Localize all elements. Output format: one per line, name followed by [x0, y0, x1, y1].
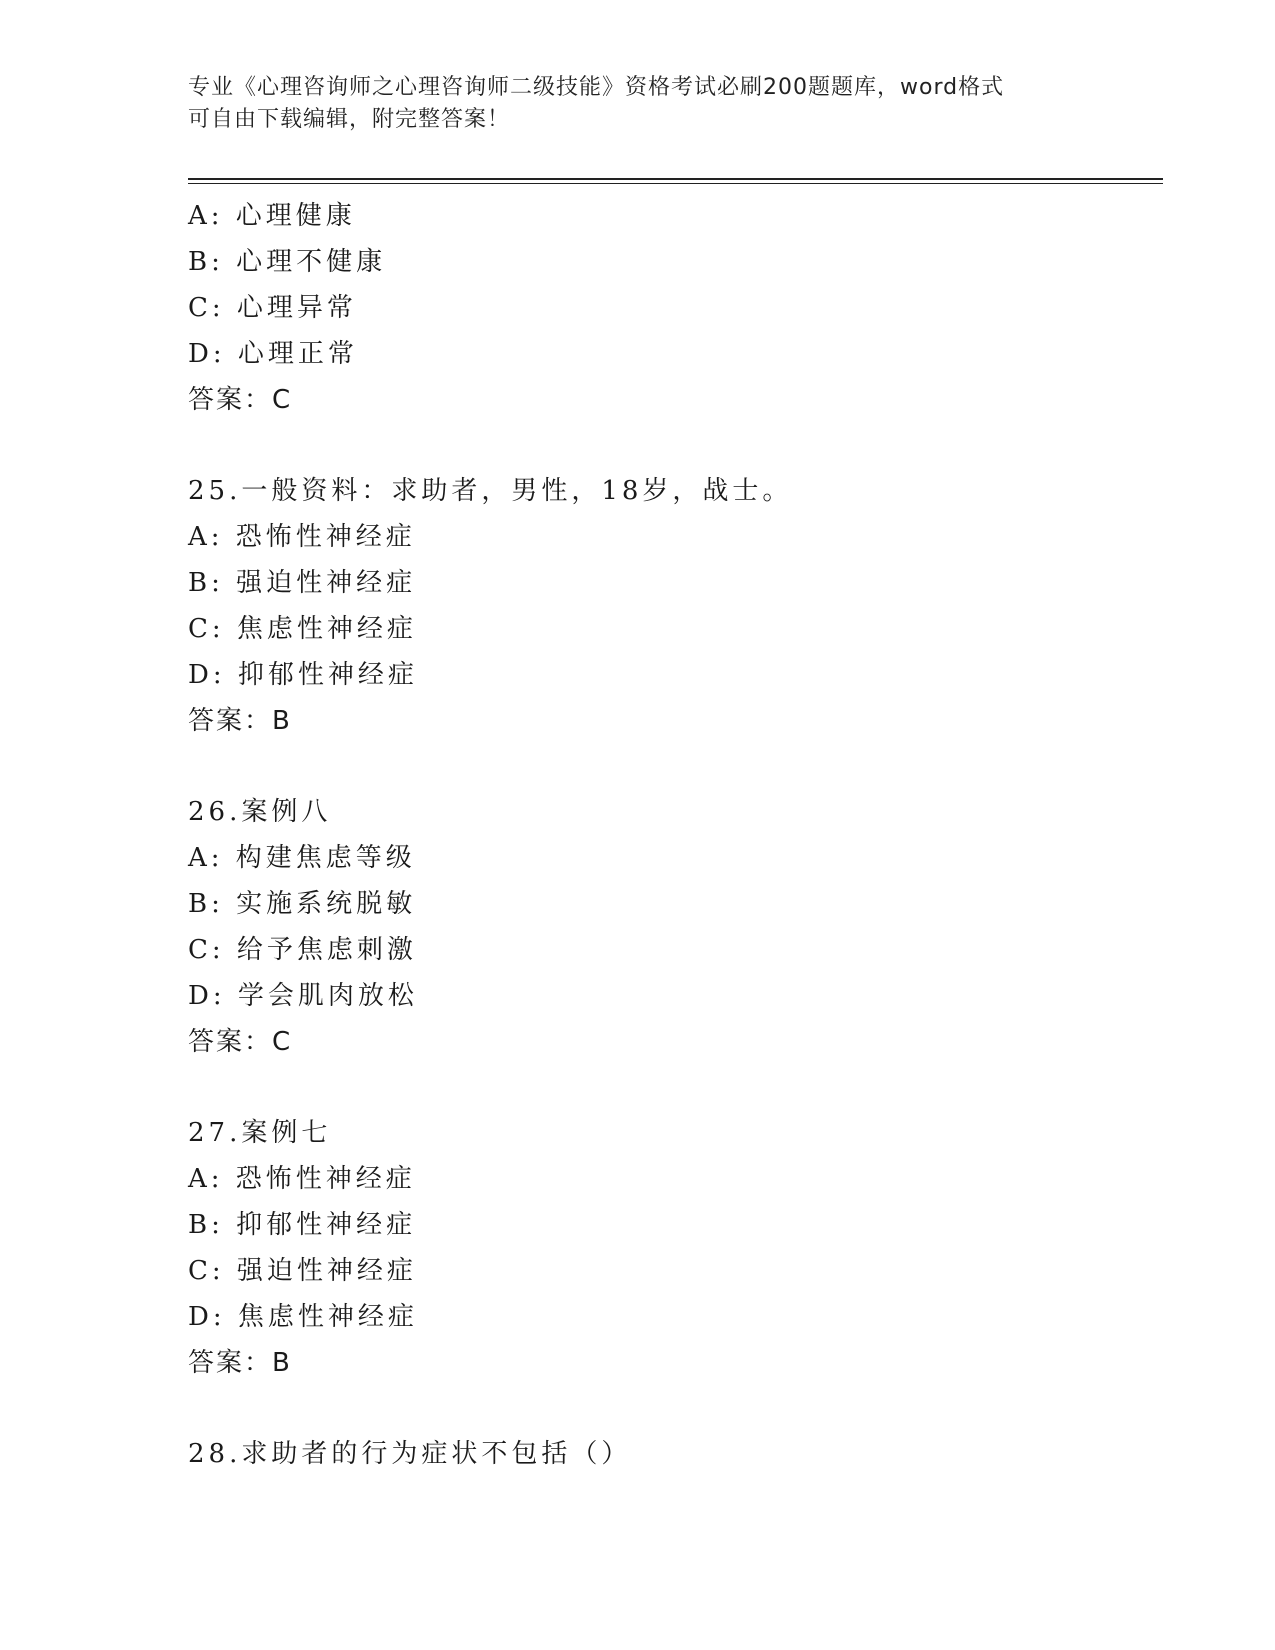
document-header	[188, 72, 1088, 136]
question-stem: 25.一般资料：求助者，男性，18岁，战士。	[188, 476, 793, 506]
option-d: D: 焦虑性神经症	[188, 1302, 418, 1332]
answer: 答案：C	[188, 1027, 293, 1057]
question-stem: 26.案例八	[188, 797, 332, 827]
answer: 答案：B	[188, 1348, 292, 1378]
option-b: B: 实施系统脱敏	[188, 889, 417, 919]
option-a: A: 恐怖性神经症	[188, 1164, 416, 1194]
question-stem: 28.求助者的行为症状不包括（）	[188, 1439, 632, 1469]
option-b: B: 强迫性神经症	[188, 568, 417, 598]
question-27	[188, 1110, 1163, 1386]
question-28	[188, 1431, 1163, 1477]
question-list	[188, 193, 1163, 1477]
option-a: A: 心理健康	[188, 201, 356, 231]
header-divider-thick	[188, 178, 1163, 180]
spacer	[188, 1065, 1163, 1110]
spacer	[188, 423, 1163, 468]
option-d: D: 抑郁性神经症	[188, 660, 418, 690]
question-stem: 27.案例七	[188, 1118, 332, 1148]
header-line-1: 专业《心理咨询师之心理咨询师二级技能》资格考试必刷200题题库，word格式	[188, 75, 1005, 100]
option-c: C: 给予焦虑刺激	[188, 935, 417, 965]
answer: 答案：C	[188, 385, 293, 415]
header-line-2: 可自由下载编辑，附完整答案！	[188, 107, 511, 132]
question-26	[188, 789, 1163, 1065]
header-divider-thin	[188, 183, 1163, 184]
option-a: A: 构建焦虑等级	[188, 843, 416, 873]
spacer	[188, 1386, 1163, 1431]
option-a: A: 恐怖性神经症	[188, 522, 416, 552]
option-c: C: 焦虑性神经症	[188, 614, 417, 644]
answer: 答案：B	[188, 706, 292, 736]
option-c: C: 强迫性神经症	[188, 1256, 417, 1286]
option-b: B: 抑郁性神经症	[188, 1210, 417, 1240]
option-c: C: 心理异常	[188, 293, 357, 323]
option-b: B: 心理不健康	[188, 247, 387, 277]
spacer	[188, 744, 1163, 789]
option-d: D: 心理正常	[188, 339, 358, 369]
option-d: D: 学会肌肉放松	[188, 981, 418, 1011]
question-25	[188, 468, 1163, 744]
question-24	[188, 193, 1163, 423]
